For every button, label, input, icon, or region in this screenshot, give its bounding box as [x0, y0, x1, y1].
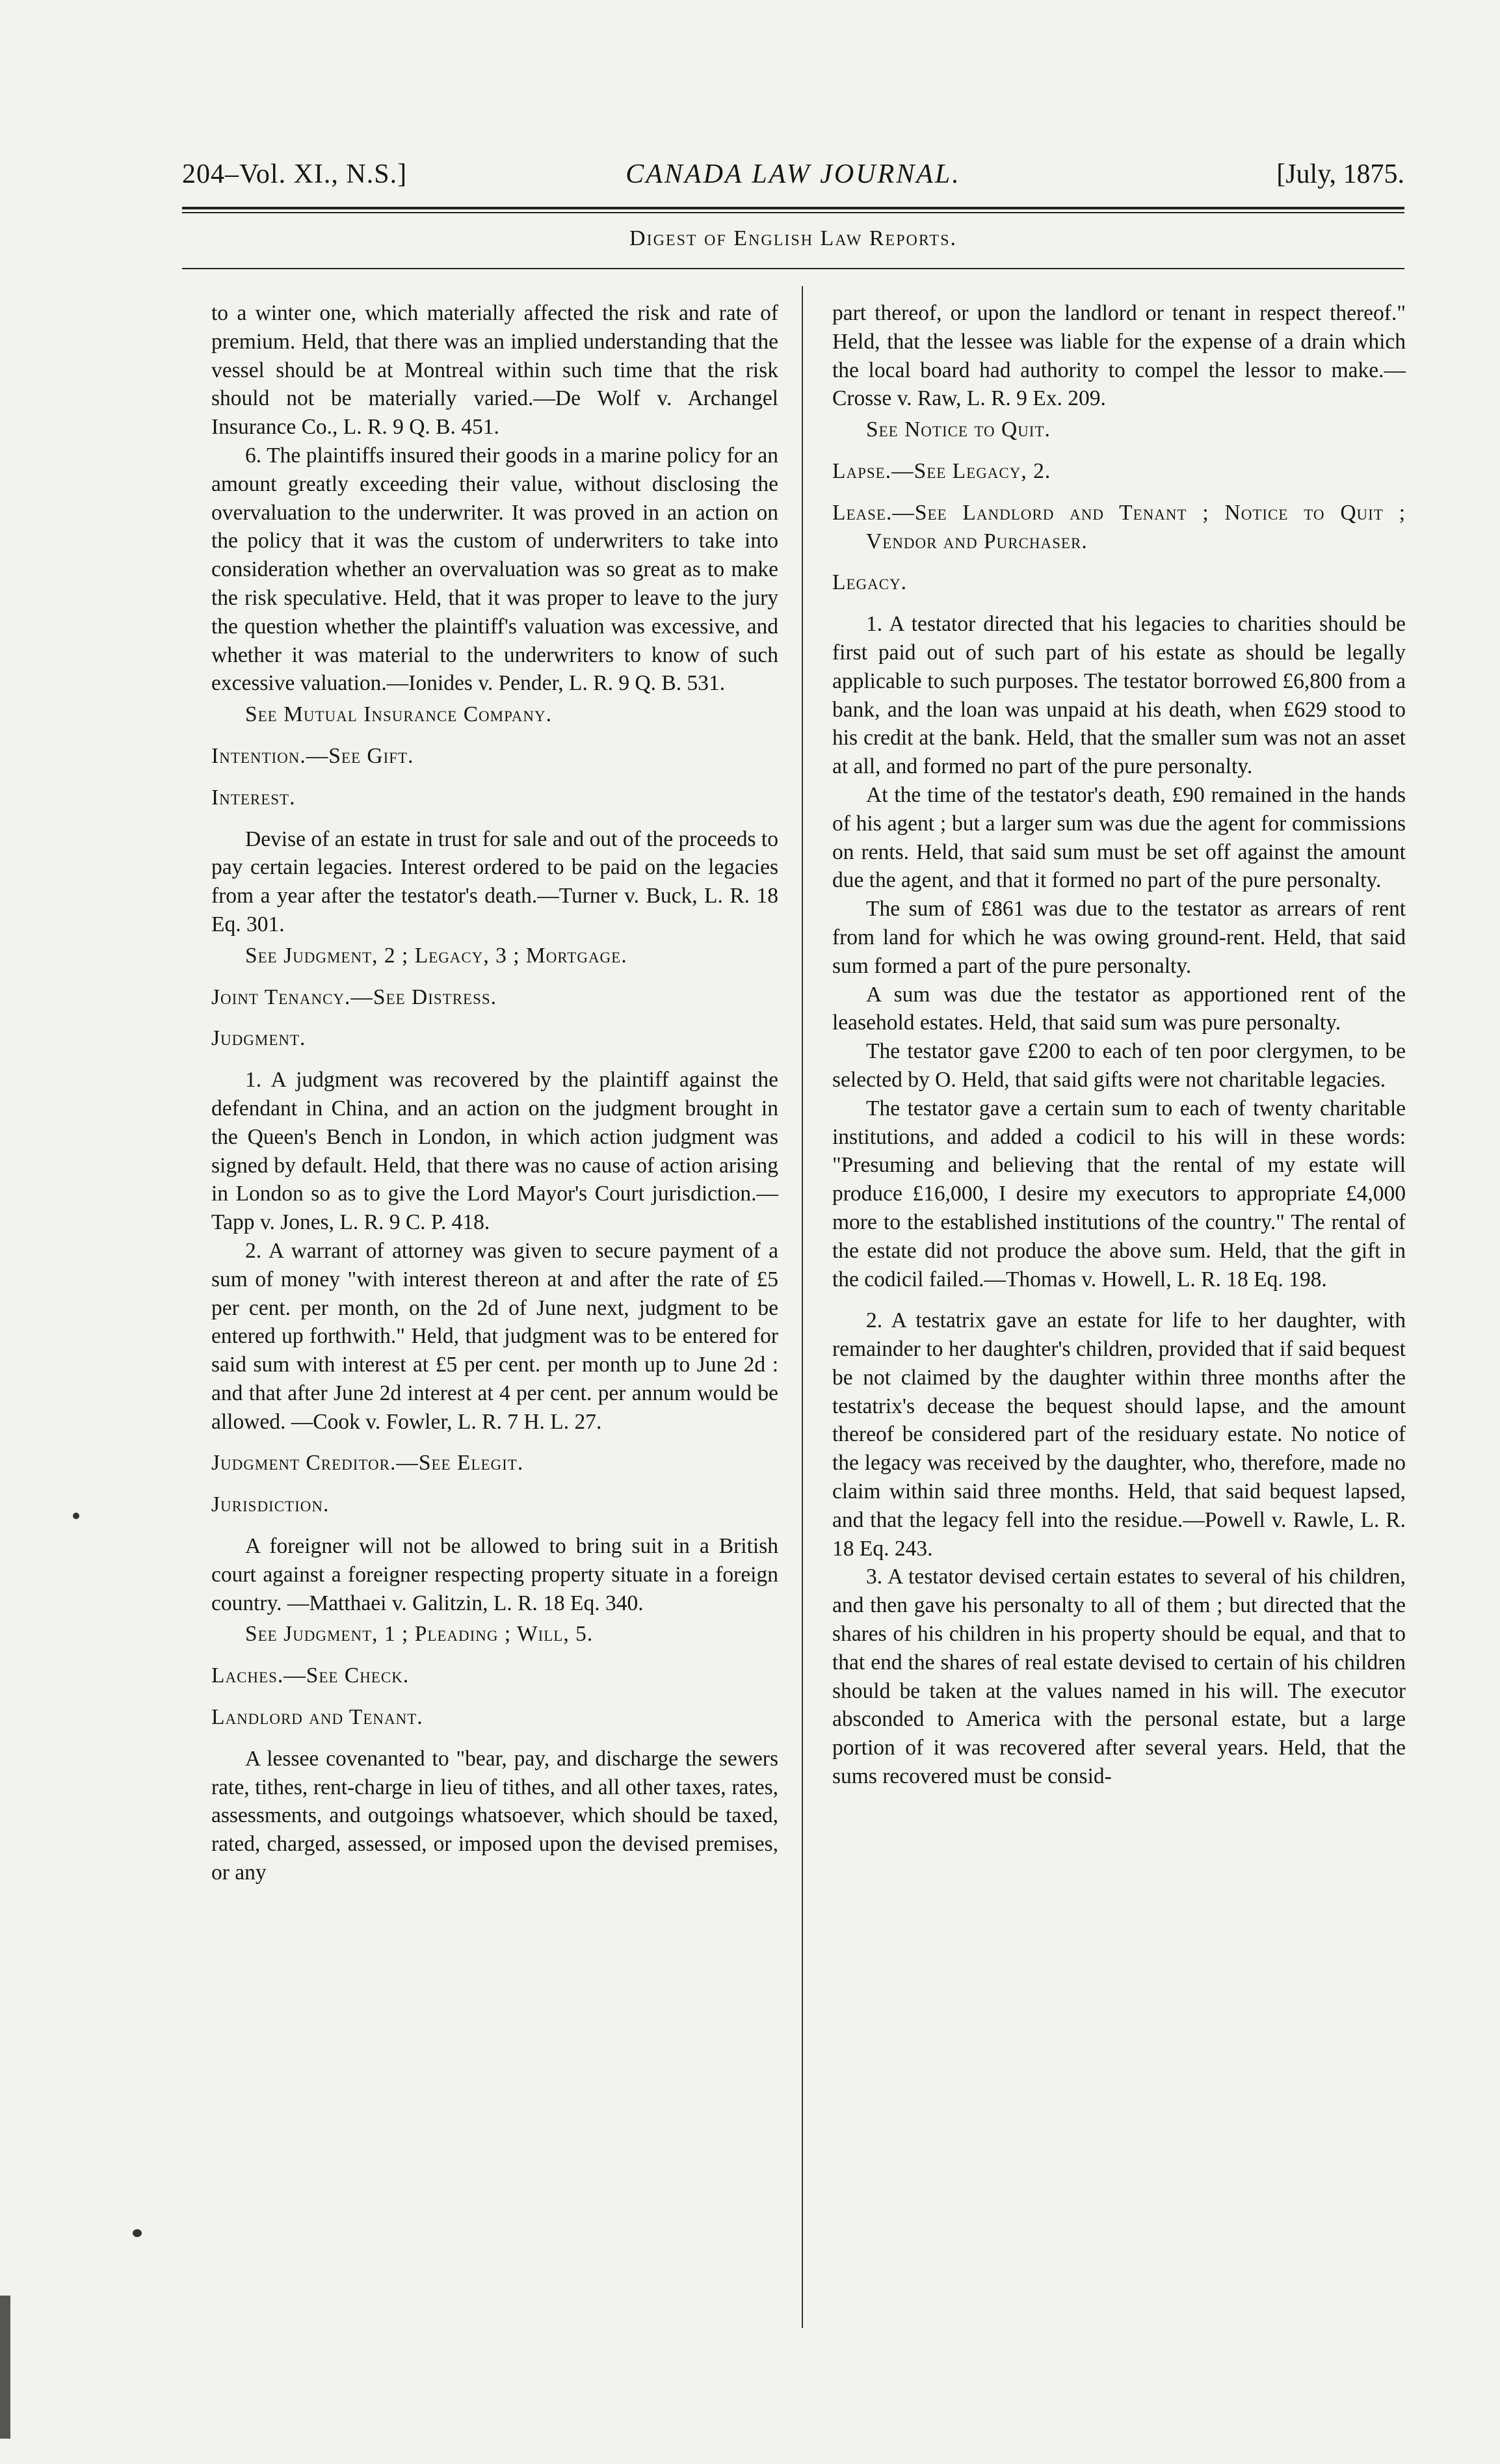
entry-heading: Judgment Creditor.—See Elegit. [211, 1451, 524, 1476]
see-reference: See Mutual Insurance Company. [245, 702, 552, 727]
entry-heading: Interest. [211, 785, 296, 810]
entry-heading: Lease.—See Landlord and Tenant ; Notice to Quit ; Vendor and Purchaser. [832, 500, 1406, 553]
paragraph: 3. A testator devised certain estates to several of his children, and then gave his personalty to all of them ; but directed that the shares of his children in his property should be equal, and that to that end the shares of real estate devised to certain of his children should be taken at the values named in his will. The executor absconded to America with the personal estate, but a large portion of it was recovered after several years. Held, that the sums recovered must be consid- [832, 1565, 1406, 1789]
header-rule-thin [182, 212, 1404, 213]
page-header [182, 155, 1404, 194]
paragraph: part thereof, or upon the landlord or tenant in respect thereof." Held, that the lessee was liable for the expense of a drain which the local board had authority to compel the lessor to make.—Crosse v. Raw, L. R. 9 Ex. 209. [832, 301, 1406, 411]
paragraph: Devise of an estate in trust for sale and out of the proceeds to pay certain legacies. Interest ordered to be paid on the legacies from a year after the testator's death.—Turner v. Buck, L. R. 18 Eq. 301. [211, 827, 778, 936]
header-date: [July, 1875. [1276, 159, 1404, 189]
entry-heading: Legacy. [832, 570, 908, 595]
entry-heading: Intention.—See Gift. [211, 743, 414, 768]
section-title: Digest of English Law Reports. [629, 226, 957, 250]
paragraph: 1. A judgment was recovered by the plaintiff against the defendant in China, and an action on the judgment brought in the Queen's Bench in London, in which action judgment was signed by default. Held, that there was no cause of action arising in London so as to give the Lord Mayor's Court jurisdiction.— Tapp v. Jones, L. R. 9 C. P. 418. [211, 1068, 778, 1235]
paragraph: The testator gave a certain sum to each of twenty charitable institutions, and added a codicil to his will in these words: "Presuming and believing that the rental of my estate will produce £16,000, I desire my executors to appropriate £4,000 more to the established institutions of the country." The rental of the estate did not produce the above sum. Held, that the gift in the codicil failed.—Thomas v. Howell, L. R. 18 Eq. 198. [832, 1096, 1406, 1292]
paragraph: 2. A warrant of attorney was given to secure payment of a sum of money "with interest thereon at and after the rate of £5 per cent. per month, on the 2d of June next, judgment to be entered up forthwith." Held, that judgment was to be entered for said sum with interest at £5 per cent. per month up to June 2d : and that after June 2d interest at 4 per cent. per annum would be allowed. —Cook v. Fowler, L. R. 7 H. L. 27. [211, 1238, 778, 1434]
see-reference: See Judgment, 2 ; Legacy, 3 ; Mortgage. [245, 943, 627, 968]
page-edge-mark [0, 2296, 10, 2439]
paragraph: 1. A testator directed that his legacies to charities should be first paid out of such part of his estate as should be legally applicable to such purposes. The testator borrowed £6,800 from a bank, and the loan was unpaid at his death, when £629 stood to his credit at the bank. Held, that the smaller sum was not an asset at all, and formed no part of the pure personalty. [832, 612, 1406, 779]
paragraph: 2. A testatrix gave an estate for life to her daughter, with remainder to her daughter's children, provided that if said bequest be not claimed by the daughter within three months after the testatrix's decease the bequest should lapse, and the amount thereof be considered part of the residuary estate. No notice of the legacy was received by the daughter, who, therefore, made no claim within said three months. Held, that said bequest lapsed, and that the legacy fell into the residue.—Powell v. Rawle, L. R. 18 Eq. 243. [832, 1308, 1406, 1561]
ink-speck [133, 2229, 142, 2237]
column-divider [802, 286, 803, 2328]
left-column [211, 299, 778, 1887]
header-rule-thick [182, 207, 1404, 209]
header-journal-title: CANADA LAW JOURNAL. [625, 159, 961, 189]
entry-heading: Judgment. [211, 1026, 306, 1051]
paragraph: A foreigner will not be allowed to bring suit in a British court against a foreigner respecting property situate in a foreign country. —Matthaei v. Galitzin, L. R. 18 Eq. 340. [211, 1534, 778, 1615]
paragraph: A lessee covenanted to "bear, pay, and discharge the sewers rate, tithes, rent-charge in lieu of tithes, and all other taxes, rates, assessments, and outgoings whatsoever, which should be taxed, rated, charged, assessed, or imposed upon the devised premises, or any [211, 1746, 778, 1885]
entry-heading: Lapse.—See Legacy, 2. [832, 458, 1051, 483]
paragraph: 6. The plaintiffs insured their goods in a marine policy for an amount greatly exceeding their value, without disclosing the overvaluation to the underwriter. It was proved in an action on the policy that it was the custom of underwriters to take into consideration whether an overvaluation was so great as to make the risk speculative. Held, that it was proper to leave to the jury the question whether the plaintiff's valuation was excessive, and whether it was material to the underwriters to know of such excessive valuation.—Ionides v. Pender, L. R. 9 Q. B. 531. [211, 443, 778, 696]
entry-heading: Jurisdiction. [211, 1492, 330, 1517]
see-reference: See Judgment, 1 ; Pleading ; Will, 5. [245, 1622, 594, 1647]
entry-heading: Joint Tenancy.—See Distress. [211, 985, 497, 1009]
paragraph: to a winter one, which materially affected the risk and rate of premium. Held, that there was an implied understanding that the vessel should be at Montreal within such time that the risk should not be materially varied.—De Wolf v. Archangel Insurance Co., L. R. 9 Q. B. 451. [211, 301, 778, 440]
paragraph: The sum of £861 was due to the testator as arrears of rent from land for which he was owing ground-rent. Held, that said sum formed a part of the pure personalty. [832, 897, 1406, 978]
paragraph: A sum was due the testator as apportioned rent of the leasehold estates. Held, that said sum was pure personalty. [832, 982, 1406, 1035]
entry-heading: Landlord and Tenant. [211, 1705, 423, 1730]
entry-heading: Laches.—See Check. [211, 1663, 410, 1688]
ink-speck [73, 1513, 79, 1519]
header-volume: 204–Vol. XI., N.S.] [182, 159, 408, 189]
see-reference: See Notice to Quit. [866, 417, 1051, 442]
right-column [832, 299, 1406, 1791]
paragraph: The testator gave £200 to each of ten poor clergymen, to be selected by O. Held, that said gifts were not charitable legacies. [832, 1039, 1406, 1092]
section-rule [182, 268, 1404, 269]
paragraph: At the time of the testator's death, £90 remained in the hands of his agent ; but a larger sum was due the agent for commissions on rents. Held, that said sum must be set off against the amount due the agent, and that it formed no part of the pure personalty. [832, 782, 1406, 893]
